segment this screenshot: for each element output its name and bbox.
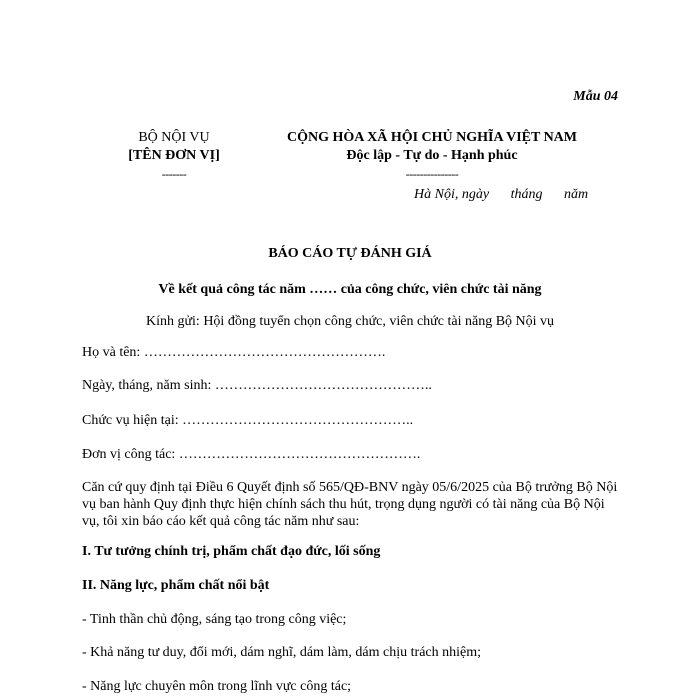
left-divider: ------- bbox=[161, 167, 187, 181]
greeting-line: Kính gửi: Hội đồng tuyển chọn công chức, viên chức tài năng Bộ Nội vụ bbox=[145, 314, 555, 329]
section-heading-2: II. Năng lực, phẩm chất nổi bật bbox=[82, 578, 270, 593]
unit-name: [TÊN ĐƠN VỊ] bbox=[128, 148, 220, 163]
document-title: BÁO CÁO TỰ ĐÁNH GIÁ bbox=[268, 246, 432, 261]
field-full-name: Họ và tên: ……………………………………………. bbox=[82, 345, 386, 360]
field-birth-date: Ngày, tháng, năm sinh: ……………………………………….. bbox=[82, 378, 432, 393]
date-month: tháng bbox=[510, 187, 543, 202]
document-subtitle: Về kết quả công tác năm …… của công chức, viên chức tài năng bbox=[158, 282, 542, 297]
field-current-position: Chức vụ hiện tại: ………………………………………….. bbox=[82, 413, 414, 428]
section-heading-1: I. Tư tưởng chính trị, phẩm chất đạo đức, lối sống bbox=[82, 544, 381, 559]
country-name: CỘNG HÒA XÃ HỘI CHỦ NGHĨA VIỆT NAM bbox=[286, 130, 577, 145]
list-item: - Năng lực chuyên môn trong lĩnh vực công tác; bbox=[82, 679, 352, 694]
list-item: - Tinh thần chủ động, sáng tạo trong công việc; bbox=[82, 612, 347, 627]
right-divider: --------------- bbox=[405, 167, 459, 181]
field-work-unit: Đơn vị công tác: ……………………………………………. bbox=[82, 447, 421, 462]
list-item: - Khả năng tư duy, đổi mới, dám nghĩ, dám làm, dám chịu trách nhiệm; bbox=[82, 645, 481, 660]
national-motto: Độc lập - Tự do - Hạnh phúc bbox=[346, 148, 518, 163]
date-year: năm bbox=[563, 187, 589, 202]
date-place: Hà Nội, ngày bbox=[414, 187, 490, 202]
form-number: Mẫu 04 bbox=[573, 89, 618, 104]
ministry-name: BỘ NỘI VỤ bbox=[138, 130, 210, 145]
date-line bbox=[414, 187, 588, 203]
intro-paragraph: Căn cứ quy định tại Điều 6 Quyết định số 565/QĐ-BNV ngày 05/6/2025 của Bộ trưởng Bộ Nội vụ ban hành Quy định thực hiện chính sách thu hút, trọng dụng người có tài năng của Bộ Nội vụ, tôi xin báo cáo kết quả công tác năm như sau: bbox=[82, 480, 618, 529]
